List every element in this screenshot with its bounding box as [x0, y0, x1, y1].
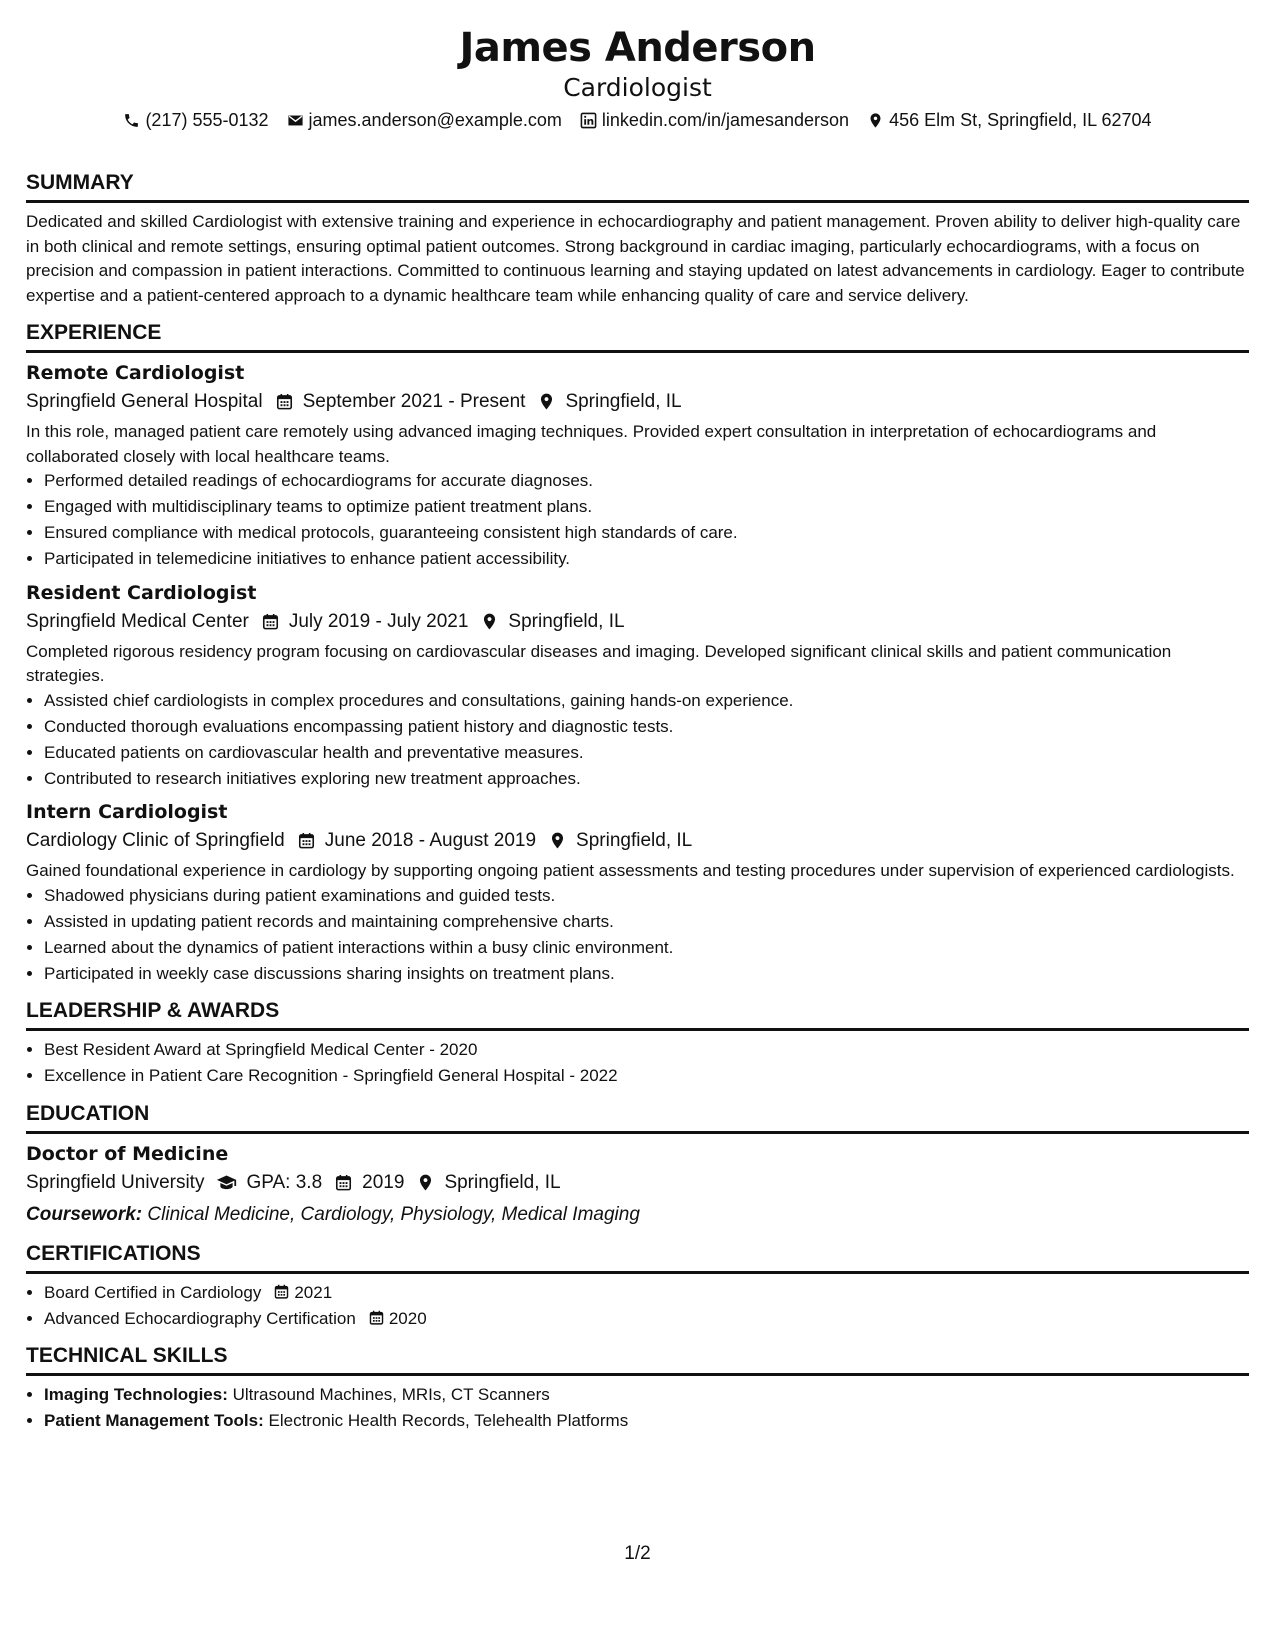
job-dates: June 2018 - August 2019 — [324, 830, 537, 851]
graduation-cap-icon — [216, 1172, 237, 1193]
phone-text: (217) 555-0132 — [145, 110, 269, 130]
certifications-list — [26, 1281, 1249, 1332]
list-item: • Learned about the dynamics of patient interactions within a busy clinic environment. — [44, 936, 1249, 961]
skills-section — [26, 1343, 1249, 1434]
map-pin-icon — [537, 392, 556, 411]
coursework-line — [26, 1201, 1249, 1229]
section-divider — [26, 1373, 1249, 1376]
leadership-section — [26, 998, 1249, 1089]
experience-section — [26, 320, 1249, 986]
coursework-text: Clinical Medicine, Cardiology, Physiology, Medical Imaging — [147, 1203, 640, 1225]
list-item: • Assisted in updating patient records and maintaining comprehensive charts. — [44, 910, 1249, 935]
job-meta — [26, 826, 1249, 855]
section-title: TECHNICAL SKILLS — [26, 1344, 228, 1367]
page-number: 1/2 — [624, 1543, 651, 1564]
list-item: • Assisted chief cardiologists in complex procedures and consultations, gaining hands-on experience. — [44, 689, 1249, 714]
email-text: james.anderson@example.com — [308, 110, 562, 130]
candidate-role: Cardiologist — [563, 73, 712, 102]
list-item: • Contributed to research initiatives exploring new treatment approaches. — [44, 767, 1249, 792]
skill-label: Patient Management Tools: — [44, 1411, 264, 1430]
contact-address — [867, 110, 1152, 131]
certification-year: 2021 — [294, 1282, 333, 1302]
section-title: EDUCATION — [26, 1101, 150, 1125]
section-title: EXPERIENCE — [26, 321, 162, 344]
job-description: Completed rigorous residency program focusing on cardiovascular diseases and imaging. Developed significant clinical skills and patient communication strategies. — [26, 641, 1172, 685]
job-location: Springfield, IL — [565, 391, 682, 412]
certification-name: Board Certified in Cardiology — [44, 1282, 262, 1302]
linkedin-text: linkedin.com/in/jamesanderson — [601, 110, 850, 130]
summary-section — [26, 170, 1249, 308]
job-title: Resident Cardiologist — [26, 581, 257, 604]
section-divider — [26, 1028, 1249, 1031]
section-divider — [26, 200, 1249, 203]
skills-list — [26, 1383, 1249, 1434]
calendar-icon — [275, 392, 294, 411]
summary-text: Dedicated and skilled Cardiologist with extensive training and experience in echocardiography and patient management. Proven ability to deliver high-quality care in both clinical and remote settings, ensuring optimal patient outcomes. Strong background in cardiac imaging, particularly echocardiograms, with a focus on precision and compassion in patient interactions. Committed to continuous learning and staying updated on latest advancements in cardiology. Eager to contribute expertise and a patient-centered approach to a dynamic healthcare team while enhancing quality of care and service delivery. — [26, 212, 1245, 305]
list-item: • Ensured compliance with medical protocols, guaranteeing consistent high standards of care. — [44, 521, 1249, 546]
job-description: In this role, managed patient care remotely using advanced imaging techniques. Provided expert consultation in interpretation of echocardiograms and collaborated closely with local healthcare teams. — [26, 422, 1157, 466]
calendar-icon — [368, 1309, 385, 1326]
calendar-icon — [261, 612, 280, 631]
list-item: • Participated in weekly case discussions sharing insights on treatment plans. — [44, 962, 1249, 987]
section-title: SUMMARY — [26, 171, 134, 194]
job-meta — [26, 607, 1249, 636]
list-item — [44, 1409, 1249, 1434]
job-org: Springfield Medical Center — [26, 610, 249, 632]
job-description: Gained foundational experience in cardiology by supporting ongoing patient assessments and testing procedures under supervision of experienced cardiologists. — [26, 861, 1235, 880]
section-divider — [26, 1271, 1249, 1274]
list-item: • Best Resident Award at Springfield Medical Center - 2020 — [44, 1038, 1249, 1063]
list-item: • Engaged with multidisciplinary teams to optimize patient treatment plans. — [44, 495, 1249, 520]
contact-bar — [0, 110, 1275, 131]
graduation-year: 2019 — [362, 1171, 405, 1193]
job-bullets — [26, 884, 1249, 987]
list-item: • Conducted thorough evaluations encompassing patient history and diagnostic tests. — [44, 715, 1249, 740]
awards-list — [26, 1038, 1249, 1089]
certifications-section — [26, 1241, 1249, 1332]
section-divider — [26, 350, 1249, 353]
calendar-icon — [297, 831, 316, 850]
skill-label: Imaging Technologies: — [44, 1385, 228, 1404]
list-item — [44, 1307, 1249, 1332]
job-location: Springfield, IL — [576, 830, 693, 851]
calendar-icon — [273, 1283, 290, 1300]
certification-name: Advanced Echocardiography Certification — [44, 1308, 356, 1328]
contact-phone[interactable] — [123, 110, 268, 131]
map-pin-icon — [416, 1173, 435, 1192]
candidate-name: James Anderson — [459, 25, 816, 71]
map-pin-icon — [480, 612, 499, 631]
education-meta — [26, 1168, 1249, 1197]
map-pin-icon — [867, 112, 884, 129]
section-title: LEADERSHIP & AWARDS — [26, 999, 280, 1022]
resume-header — [0, 0, 1275, 131]
map-pin-icon — [548, 831, 567, 850]
job-dates: September 2021 - Present — [302, 391, 526, 412]
address-text: 456 Elm St, Springfield, IL 62704 — [889, 110, 1152, 130]
job-dates: July 2019 - July 2021 — [288, 610, 469, 632]
contact-email[interactable] — [287, 110, 562, 131]
list-item — [44, 1281, 1249, 1306]
skill-value: Ultrasound Machines, MRIs, CT Scanners — [232, 1385, 550, 1404]
gpa-text: GPA: 3.8 — [246, 1171, 323, 1193]
job-org: Springfield General Hospital — [26, 391, 263, 412]
job-title: Remote Cardiologist — [26, 362, 245, 384]
job-location: Springfield, IL — [508, 610, 625, 632]
list-item: • Excellence in Patient Care Recognition - Springfield General Hospital - 2022 — [44, 1064, 1249, 1089]
job-meta — [26, 387, 1249, 416]
job-entry — [26, 580, 1249, 792]
section-divider — [26, 1131, 1249, 1134]
list-item: • Shadowed physicians during patient examinations and guided tests. — [44, 884, 1249, 909]
coursework-label: Coursework: — [26, 1203, 143, 1225]
certification-year: 2020 — [388, 1308, 427, 1328]
job-entry — [26, 799, 1249, 986]
section-title: CERTIFICATIONS — [26, 1241, 201, 1265]
phone-icon — [123, 112, 140, 129]
job-bullets — [26, 689, 1249, 792]
list-item: • Educated patients on cardiovascular health and preventative measures. — [44, 741, 1249, 766]
job-title: Intern Cardiologist — [26, 801, 228, 823]
job-org: Cardiology Clinic of Springfield — [26, 830, 285, 851]
list-item: • Performed detailed readings of echocardiograms for accurate diagnoses. — [44, 469, 1249, 494]
envelope-icon — [287, 112, 304, 129]
job-entry — [26, 360, 1249, 572]
linkedin-icon — [580, 112, 597, 129]
list-item: • Participated in telemedicine initiatives to enhance patient accessibility. — [44, 547, 1249, 572]
list-item — [44, 1383, 1249, 1408]
school-location: Springfield, IL — [444, 1171, 561, 1193]
school-name: Springfield University — [26, 1171, 205, 1193]
degree-title: Doctor of Medicine — [26, 1142, 229, 1165]
education-section — [26, 1101, 1249, 1229]
job-bullets — [26, 469, 1249, 572]
resume-body — [26, 170, 1249, 1446]
skill-value: Electronic Health Records, Telehealth Platforms — [268, 1411, 629, 1430]
contact-linkedin[interactable] — [580, 110, 849, 131]
calendar-icon — [334, 1173, 353, 1192]
